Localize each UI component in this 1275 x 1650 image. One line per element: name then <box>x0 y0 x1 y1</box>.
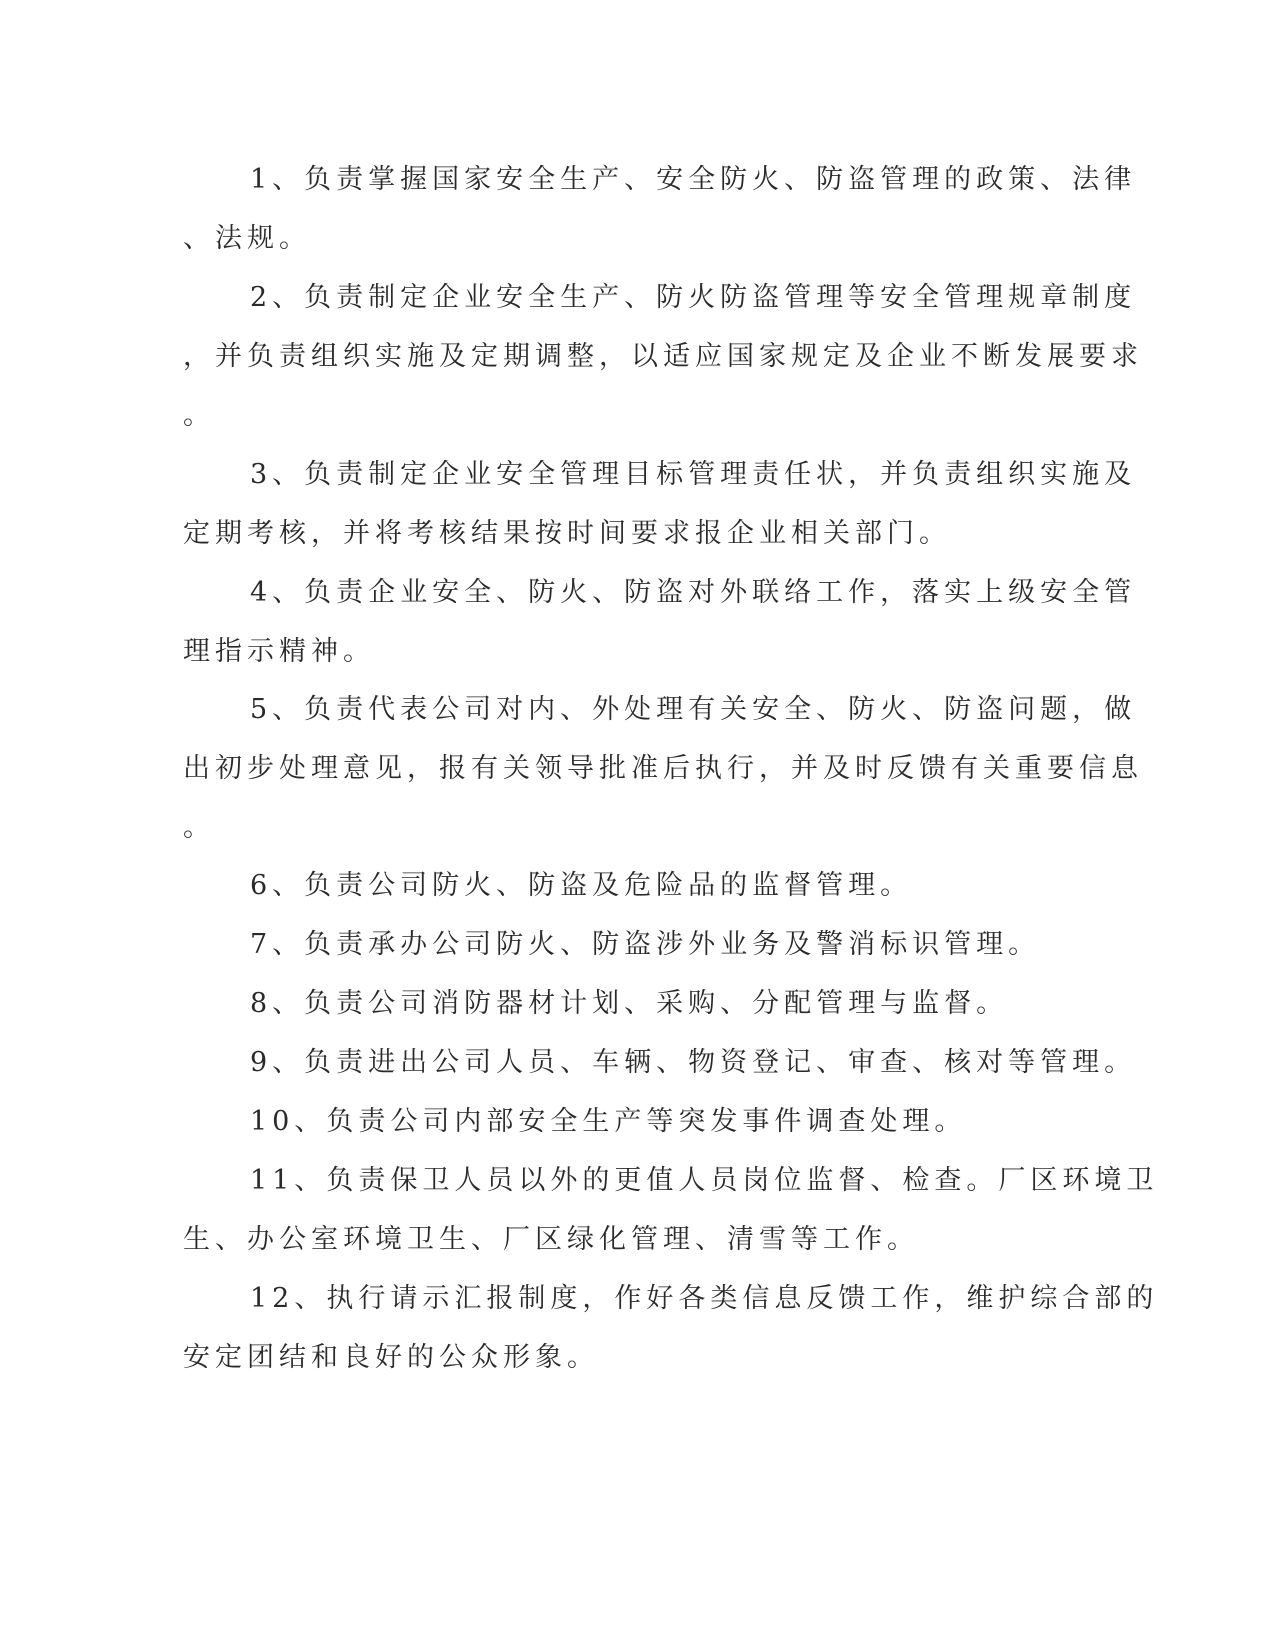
item-2-line-2: ，并负责组织实施及定期调整，以适应国家规定及企业不断发展要求 <box>183 341 1143 372</box>
item-12-line-2: 安定团结和良好的公众形象。 <box>183 1342 599 1373</box>
item-5-line-3: 。 <box>183 812 215 843</box>
item-10-line-1: 10、负责公司内部安全生产等突发事件调查处理。 <box>250 1106 967 1137</box>
item-5-line-1: 5、负责代表公司对内、外处理有关安全、防火、防盗问题，做 <box>250 694 1137 725</box>
item-8-line-1: 8、负责公司消防器材计划、采购、分配管理与监督。 <box>250 988 1009 1019</box>
item-2-line-3: 。 <box>183 400 215 431</box>
item-4-line-1: 4、负责企业安全、防火、防盗对外联络工作，落实上级安全管 <box>250 577 1137 608</box>
item-4-line-2: 理指示精神。 <box>183 636 375 667</box>
item-3-line-1: 3、负责制定企业安全管理目标管理责任状，并负责组织实施及 <box>250 459 1137 490</box>
item-9-line-1: 9、负责进出公司人员、车辆、物资登记、审查、核对等管理。 <box>250 1047 1137 1078</box>
item-3-line-2: 定期考核，并将考核结果按时间要求报企业相关部门。 <box>183 518 951 549</box>
item-1-line-2: 、法规。 <box>183 223 311 254</box>
item-11-line-2: 生、办公室环境卫生、厂区绿化管理、清雪等工作。 <box>183 1224 919 1255</box>
item-11-line-1: 11、负责保卫人员以外的更值人员岗位监督、检查。厂区环境卫 <box>250 1165 1159 1196</box>
item-2-line-1: 2、负责制定企业安全生产、防火防盗管理等安全管理规章制度 <box>250 282 1137 313</box>
item-6-line-1: 6、负责公司防火、防盗及危险品的监督管理。 <box>250 870 913 901</box>
item-5-line-2: 出初步处理意见，报有关领导批准后执行，并及时反馈有关重要信息 <box>183 753 1143 784</box>
item-7-line-1: 7、负责承办公司防火、防盗涉外业务及警消标识管理。 <box>250 929 1041 960</box>
item-12-line-1: 12、执行请示汇报制度，作好各类信息反馈工作，维护综合部的 <box>250 1283 1159 1314</box>
item-1-line-1: 1、负责掌握国家安全生产、安全防火、防盗管理的政策、法律 <box>250 164 1137 195</box>
